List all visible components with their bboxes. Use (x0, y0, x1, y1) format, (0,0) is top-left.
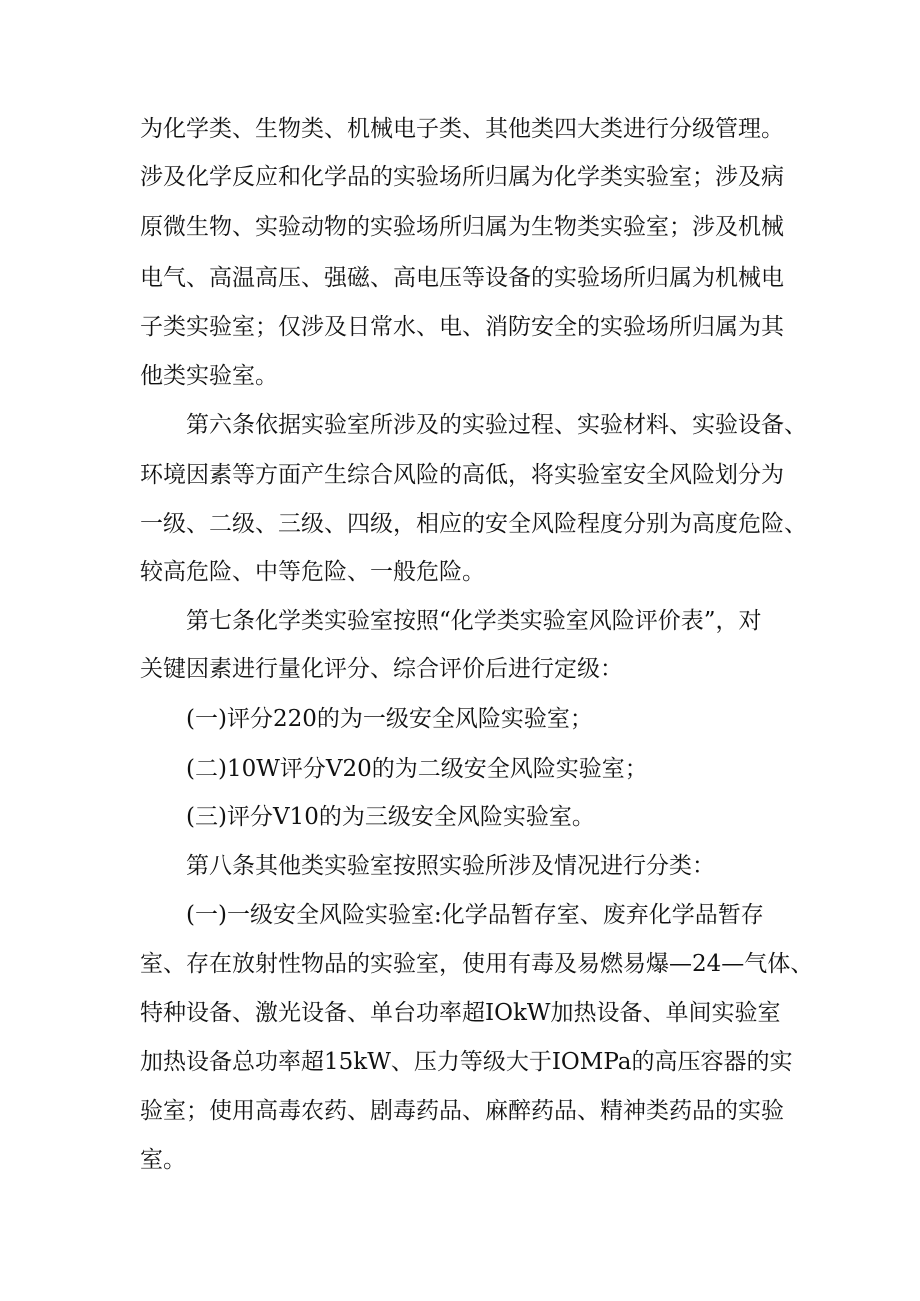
text-line: 较高危险、中等危险、一般危险。 (140, 559, 485, 585)
list-item-3: (三)评分V10的为三级安全风险实验室。 (186, 804, 595, 830)
text-line: 验室；使用高毒农药、剧毒药品、麻醉药品、精神类药品的实验 (140, 1098, 784, 1124)
text-line: 子类实验室；仅涉及日常水、电、消防安全的实验场所归属为其 (140, 314, 784, 340)
article-8-heading-line: 第八条其他类实验室按照实验所涉及情况进行分类： (186, 853, 715, 879)
text-line: 加热设备总功率超15kW、压力等级大于IOMPa的高压容器的实 (140, 1049, 793, 1075)
text-line: 原微生物、实验动物的实验场所归属为生物类实验室；涉及机械 (140, 214, 784, 240)
text-line: 电气、高温高压、强磁、高电压等设备的实验场所归属为机械电 (140, 265, 784, 291)
text-line: 特种设备、激光设备、单台功率超IOkW加热设备、单间实验室 (140, 1000, 781, 1026)
text-line: 关键因素进行量化评分、综合评价后进行定级： (140, 656, 623, 682)
text-line: 环境因素等方面产生综合风险的高低，将实验室安全风险划分为 (140, 462, 784, 488)
article-7-heading-line: 第七条化学类实验室按照“化学类实验室风险评价表”，对 (186, 608, 762, 634)
text-line: 他类实验室。 (140, 363, 278, 389)
list-item-2: (二)10W评分V20的为二级安全风险实验室； (186, 756, 648, 782)
text-line: 涉及化学反应和化学品的实验场所归属为化学类实验室；涉及病 (140, 164, 784, 190)
text-line: 一级、二级、三级、四级，相应的安全风险程度分别为高度危险、 (140, 511, 807, 537)
text-line: 室。 (140, 1147, 186, 1173)
article-6-heading-line: 第六条依据实验室所涉及的实验过程、实验材料、实验设备、 (186, 412, 807, 438)
list-item-level-1: (一)一级安全风险实验室:化学品暂存室、废弃化学品暂存 (186, 902, 764, 928)
text-line: 为化学类、生物类、机械电子类、其他类四大类进行分级管理。 (140, 116, 784, 142)
list-item-1: (一)评分220的为一级安全风险实验室； (186, 706, 593, 732)
text-line: 室、存在放射性物品的实验室，使用有毒及易燃易爆—24—气体、 (140, 951, 814, 977)
